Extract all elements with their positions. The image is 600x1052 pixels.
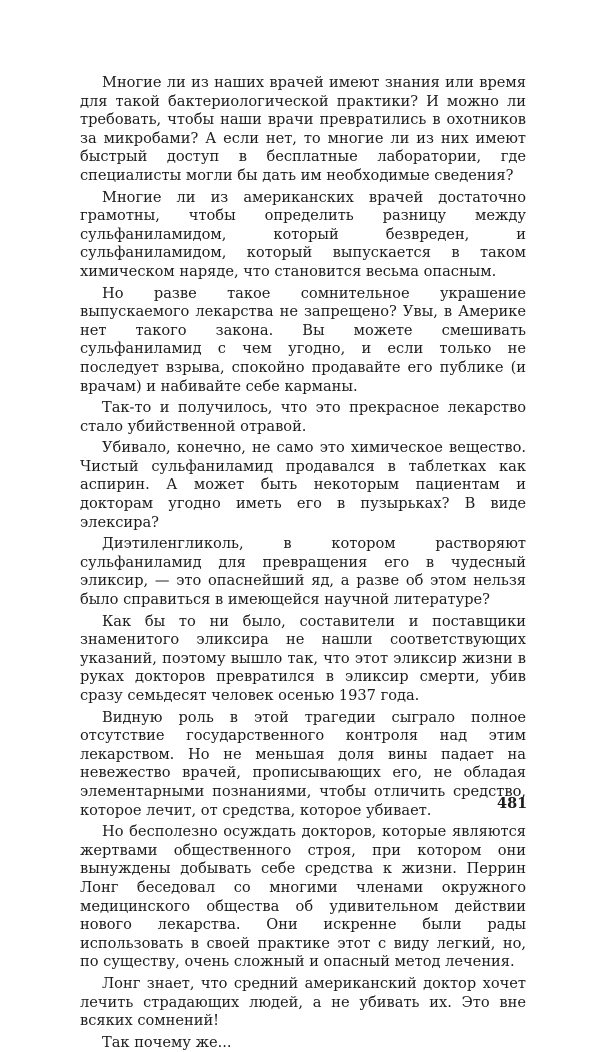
paragraph-8: Видную роль в этой трагедии сыграло полное отсутствие государственного контроля над этим лекарством. Но не меньшая доля вины падает на невежество врачей, прописывающих его, не обладая элементарными познаниями, чтобы отличить средство, которое лечит, от средства, которое убивает. — [80, 708, 526, 819]
paragraph-11: Так почему же... — [102, 1033, 232, 1051]
paragraph-4: Так-то и получилось, что это прекрасное лекарство стало убийственной отравой. — [80, 399, 526, 435]
paragraph-10: Лонг знает, что средний американский доктор хочет лечить страдающих людей, а не убивать их. Это вне всяких сомнений! — [80, 974, 526, 1030]
paragraph-1: Многие ли из наших врачей имеют знания или время для такой бактериологической практики? И можно ли требовать, чтобы наши врачи превратились в охотников за микробами? А если нет, то многие ли из них имеют быстрый доступ в бесплатные лаборатории, где специалисты могли бы дать им необходимые сведения? — [80, 74, 526, 184]
paragraph-7: Как бы то ни было, составители и поставщики знаменитого эликсира не нашли соответствующих указаний, поэтому вышло так, что этот эликсир жизни в руках докторов превратился в эликсир смерти, убив сразу семьдесят человек осенью 1937 года. — [80, 612, 526, 704]
page-number: 481 — [497, 795, 528, 812]
page-body — [80, 74, 526, 1052]
paragraph-6: Диэтиленгликоль, в котором растворяют сульфаниламид для превращения его в чудесный эликсир, — это опаснейший яд, а разве об этом нельзя было справиться в имеющейся научной литературе? — [80, 535, 526, 609]
paragraph-2: Многие ли из американских врачей достаточно грамотны, чтобы определить разницу между сульфаниламидом, который безвреден, и сульфаниламидом, который выпускается в таком химическом наряде, что становится весьма опасным. — [80, 188, 526, 280]
paragraph-3: Но разве такое сомнительное украшение выпускаемого лекарства не запрещено? Увы, в Америке нет такого закона. Вы можете смешивать сульфаниламид с чем угодно, и если только не последует взрыва, спокойно продавайте его публике (и врачам) и набивайте себе карманы. — [80, 284, 526, 395]
paragraph-5: Убивало, конечно, не само это химическое вещество. Чистый сульфаниламид продавался в таблетках как аспирин. А может быть некоторым пациентам и докторам угодно иметь его в пузырьках? В виде элексира? — [80, 439, 526, 531]
paragraph-9: Но бесполезно осуждать докторов, которые являются жертвами общественного строя, при котором они вынуждены добывать себе средства к жизни. Перрин Лонг беседовал со многими членами окружного медицинского общества об удивительном действии нового лекарства. Они искренне были рады использовать в своей практике этот с виду легкий, но, по существу, очень сложный и опасный метод лечения. — [80, 823, 526, 971]
